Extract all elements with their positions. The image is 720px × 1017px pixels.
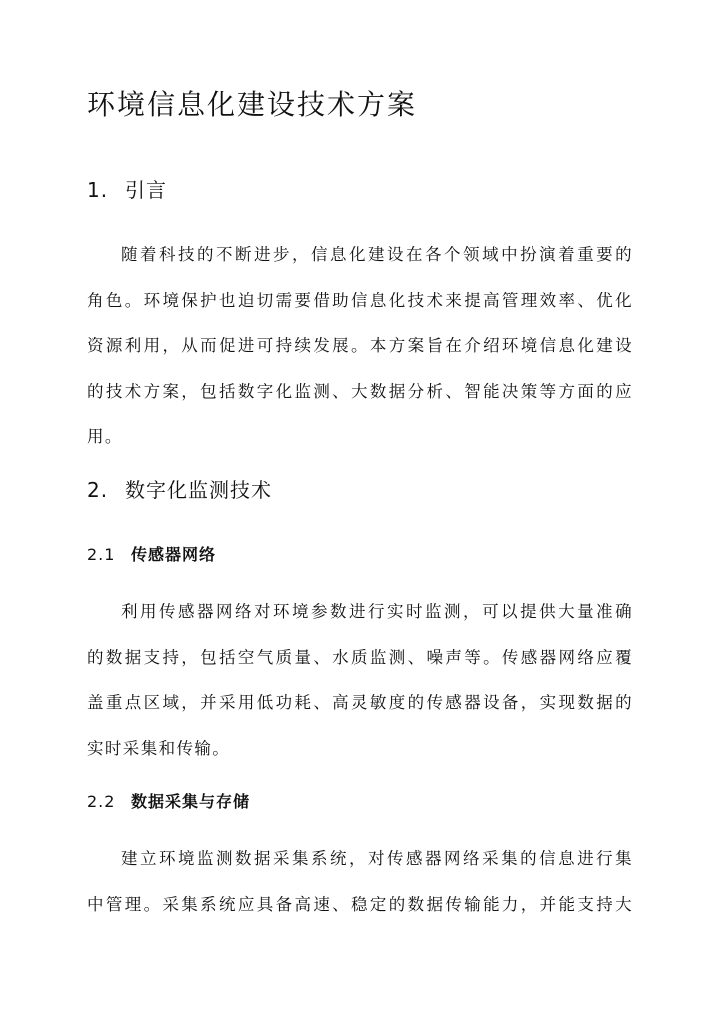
section-heading-1 — [87, 176, 167, 204]
subsection-number: 2.1 — [87, 545, 116, 564]
paragraph-line: 盖重点区域，并采用低功耗、高灵敏度的传感器设备，实现数据的 — [87, 693, 633, 712]
paragraph-line: 的数据支持，包括空气质量、水质监测、噪声等。传感器网络应覆 — [87, 647, 633, 667]
paragraph-line: 利用传感器网络对环境参数进行实时监测，可以提供大量准确 — [121, 602, 633, 621]
section-number: 2. — [87, 478, 109, 502]
section-number: 1. — [87, 178, 109, 202]
paragraph-line: 资源利用，从而促进可持续发展。本方案旨在介绍环境信息化建设 — [87, 336, 633, 355]
paragraph-introduction — [87, 232, 633, 460]
document-title: 环境信息化建设技术方案 — [87, 88, 418, 121]
paragraph-sensor-network — [87, 589, 633, 771]
paragraph-line: 建立环境监测数据采集系统，对传感器网络采集的信息进行集 — [121, 849, 633, 868]
subsection-title: 数据采集与存储 — [131, 792, 251, 811]
paragraph-line: 的技术方案，包括数字化监测、大数据分析、智能决策等方面的应 — [87, 381, 633, 401]
subsection-title: 传感器网络 — [131, 545, 217, 564]
document-page — [87, 0, 633, 1017]
section-title: 数字化监测技术 — [125, 478, 272, 502]
paragraph-line: 用。 — [87, 427, 123, 446]
section-heading-2 — [87, 476, 272, 504]
section-title: 引言 — [125, 178, 167, 202]
subsection-heading-2-1 — [87, 543, 216, 567]
subsection-heading-2-2 — [87, 790, 250, 814]
paragraph-line: 角色。环境保护也迫切需要借助信息化技术来提高管理效率、优化 — [87, 290, 633, 310]
paragraph-line: 实时采集和传输。 — [87, 738, 231, 758]
subsection-number: 2.2 — [87, 792, 116, 811]
paragraph-line: 随着科技的不断进步，信息化建设在各个领域中扮演着重要的 — [121, 245, 633, 264]
paragraph-data-collection — [87, 836, 633, 927]
paragraph-line: 中管理。采集系统应具备高速、稳定的数据传输能力，并能支持大 — [87, 894, 633, 914]
